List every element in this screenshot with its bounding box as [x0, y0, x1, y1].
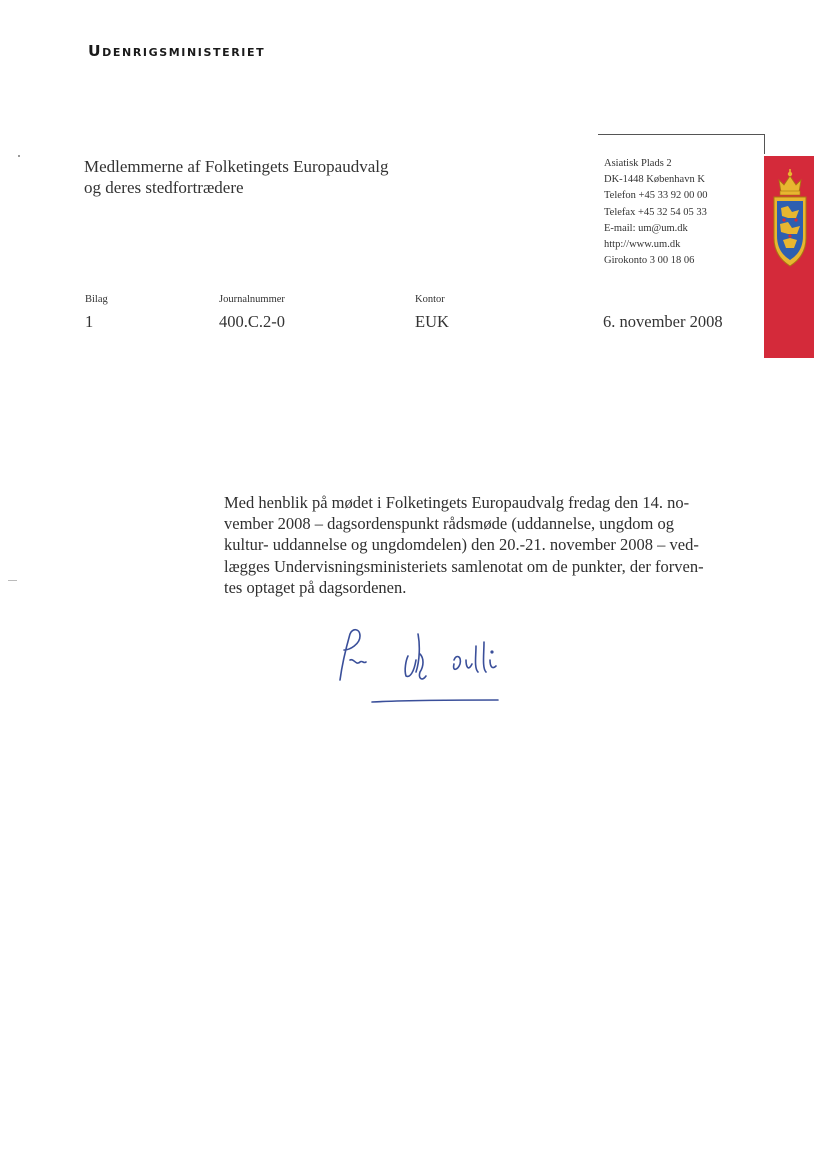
body-line: Med henblik på mødet i Folketingets Europaudvalg fredag den 14. no-	[224, 493, 690, 512]
kontor-value: EUK	[415, 312, 449, 331]
contact-address: Asiatisk Plads 2	[604, 158, 672, 169]
body-line: tes optaget på dagsordenen.	[224, 577, 407, 597]
body-line: vember 2008 – dagsordenspunkt rådsmøde (uddannelse, ungdom og	[224, 514, 674, 534]
body-line: lægges Undervisningsministeriets samlenotat om de punkter, der forven-	[224, 556, 704, 576]
recipient-line: og deres stedfortrædere	[84, 178, 244, 197]
contact-email: E-mail: um@um.dk	[604, 222, 688, 234]
contact-divider	[598, 134, 764, 135]
body-paragraph	[224, 492, 736, 598]
journal-label: Journalnummer	[219, 294, 285, 305]
letterhead-org: Udenrigsministeriet	[88, 42, 266, 60]
recipient-line: Medlemmerne af Folketingets Europaudvalg	[84, 157, 389, 176]
contact-phone: Telefon +45 33 92 00 00	[604, 190, 708, 202]
fold-mark	[8, 580, 17, 581]
bilag-value: 1	[85, 312, 94, 331]
contact-giro: Girokonto 3 00 18 06	[604, 255, 695, 267]
punch-mark	[18, 155, 20, 157]
handwritten-signature	[320, 620, 550, 710]
letter-date: 6. november 2008	[603, 312, 723, 331]
contact-block	[604, 156, 707, 269]
recipient-block	[84, 156, 389, 198]
contact-city: DK-1448 København K	[604, 174, 705, 186]
contact-website: http://www.um.dk	[604, 239, 681, 251]
journal-value: 400.C.2-0	[219, 312, 285, 331]
bilag-label: Bilag	[85, 294, 108, 305]
danish-royal-crest-icon	[770, 168, 810, 276]
kontor-label: Kontor	[415, 294, 445, 305]
contact-divider-vertical	[764, 134, 765, 154]
body-line: kultur- uddannelse og ungdomdelen) den 20.-21. november 2008 – ved-	[224, 535, 699, 555]
contact-fax: Telefax +45 32 54 05 33	[604, 206, 707, 218]
